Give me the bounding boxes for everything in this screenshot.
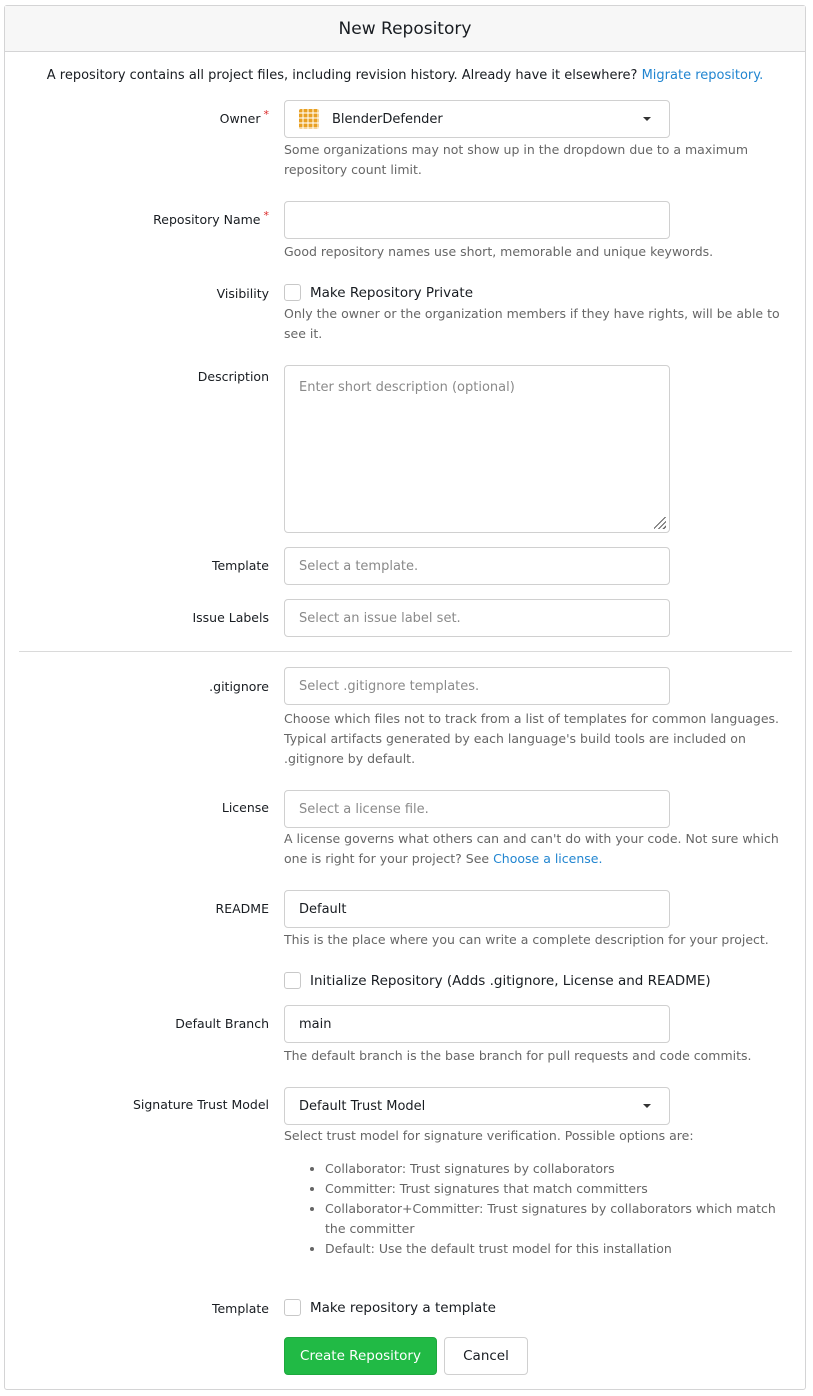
trust-model-value: Default Trust Model (299, 1098, 426, 1114)
default-branch-label: Default Branch (175, 1016, 269, 1031)
gitignore-placeholder: Select .gitignore templates. (299, 678, 480, 694)
license-placeholder: Select a license file. (299, 801, 429, 817)
init-repo-checkbox[interactable] (284, 972, 301, 989)
issue-labels-placeholder: Select an issue label set. (299, 610, 461, 626)
trust-model-dropdown[interactable] (284, 1087, 670, 1125)
trust-model-help: Select trust model for signature verification. Possible options are: (284, 1128, 694, 1143)
repo-name-input[interactable] (284, 201, 670, 239)
cancel-button[interactable]: Cancel (444, 1337, 528, 1375)
template-checkbox-label: Make repository a template (310, 1299, 496, 1316)
list-item: • Committer: Trust signatures that match committers (325, 1179, 795, 1199)
chevron-down-icon (643, 117, 651, 121)
private-checkbox[interactable] (284, 284, 301, 301)
migrate-repository-link[interactable]: Migrate repository. (641, 68, 764, 83)
readme-help: This is the place where you can write a complete description for your project. (284, 932, 769, 947)
license-dropdown[interactable] (284, 790, 670, 828)
page-title-text: New Repository (338, 18, 472, 39)
license-help (284, 829, 794, 869)
description-placeholder: Enter short description (optional) (299, 380, 515, 395)
description-textarea[interactable] (284, 365, 670, 533)
required-marker: * (263, 108, 269, 121)
repo-template-label: Template (211, 1301, 269, 1316)
section-divider (19, 651, 792, 652)
default-branch-input[interactable] (284, 1005, 670, 1043)
template-label: Template (211, 558, 269, 573)
default-branch-value: main (299, 1016, 332, 1032)
template-checkbox-row[interactable] (284, 1299, 496, 1316)
repo-name-label: Repository Name * (153, 209, 269, 227)
page-title (5, 6, 805, 52)
gitignore-label: .gitignore (209, 679, 269, 694)
template-dropdown[interactable] (284, 547, 670, 585)
intro-text (5, 68, 805, 83)
repo-name-help: Good repository names use short, memorable and unique keywords. (284, 244, 714, 259)
create-repository-button[interactable]: Create Repository (284, 1337, 437, 1375)
list-item: • Default: Use the default trust model for this installation (325, 1239, 795, 1259)
owner-dropdown[interactable] (284, 100, 670, 138)
license-help-text: A license governs what others can and can't do with your code. Not sure which one is right for your project? See (284, 831, 779, 866)
required-marker: * (263, 209, 269, 222)
private-checkbox-row[interactable] (284, 284, 473, 301)
issue-labels-label: Issue Labels (192, 610, 269, 625)
resize-handle-icon[interactable] (654, 517, 666, 529)
owner-label: Owner * (219, 108, 269, 126)
default-branch-help: The default branch is the base branch for pull requests and code commits. (284, 1048, 752, 1063)
private-checkbox-label: Make Repository Private (310, 284, 473, 301)
init-repo-checkbox-row[interactable] (284, 972, 711, 989)
issue-labels-dropdown[interactable] (284, 599, 670, 637)
license-label: License (221, 800, 269, 815)
owner-avatar-icon (299, 109, 319, 129)
new-repository-form (4, 5, 806, 1390)
list-item: • Collaborator: Trust signatures by collaborators (325, 1159, 795, 1179)
owner-value: BlenderDefender (332, 111, 443, 127)
chevron-down-icon (643, 1104, 651, 1108)
intro-description: A repository contains all project files, including revision history. Already have it elsewhere? (46, 68, 638, 83)
readme-label: README (215, 901, 269, 916)
readme-value: Default (299, 901, 347, 917)
owner-help: Some organizations may not show up in the dropdown due to a maximum repository count limit. (284, 142, 748, 177)
template-checkbox[interactable] (284, 1299, 301, 1316)
gitignore-help: Choose which files not to track from a list of templates for common languages. Typical artifacts generated by each language's build tools are included on .gitignore by default. (284, 711, 780, 766)
readme-dropdown[interactable] (284, 890, 670, 928)
visibility-help: Only the owner or the organization members if they have rights, will be able to see it. (284, 306, 780, 341)
init-repo-label: Initialize Repository (Adds .gitignore, License and README) (310, 972, 711, 989)
trust-model-label: Signature Trust Model (132, 1097, 269, 1112)
visibility-label: Visibility (216, 286, 269, 301)
gitignore-dropdown[interactable] (284, 667, 670, 705)
choose-license-link[interactable]: Choose a license. (493, 851, 603, 866)
template-placeholder: Select a template. (299, 558, 419, 574)
list-item: • Collaborator+Committer: Trust signatures by collaborators which match the committer (325, 1199, 795, 1239)
description-label: Description (197, 369, 269, 384)
trust-model-options (305, 1159, 795, 1259)
